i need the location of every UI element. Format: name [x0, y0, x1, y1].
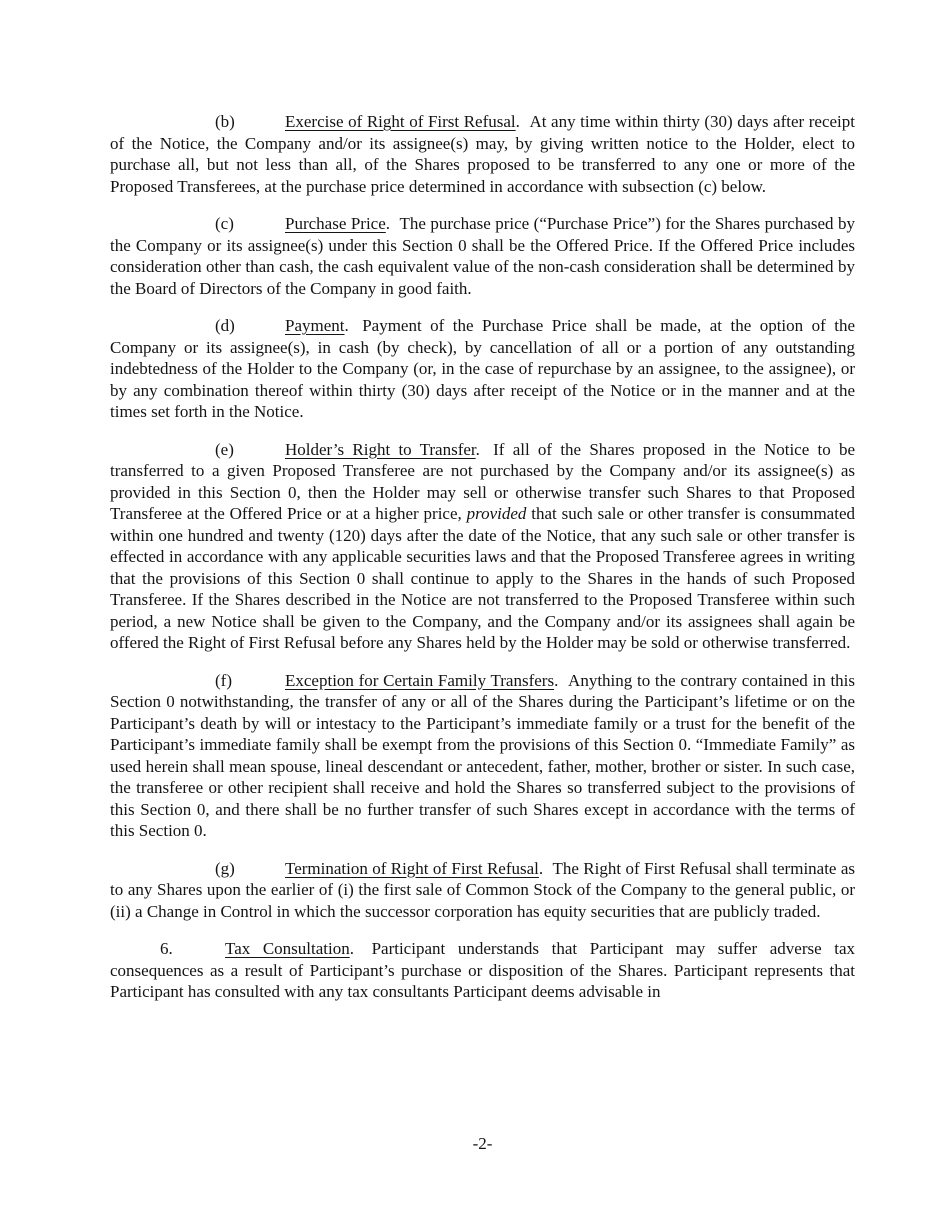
- heading-period: .: [554, 670, 564, 690]
- paragraph-label: (e): [215, 439, 234, 459]
- emphasized-text: provided: [466, 504, 527, 523]
- page-footer: [110, 1133, 855, 1155]
- heading-period: .: [385, 214, 395, 233]
- paragraph-label: (f): [215, 670, 232, 690]
- section-heading: Termination of Right of First Refusal: [285, 858, 539, 878]
- paragraph-text: If all of the Shares proposed in the Notice to be transferred to a given Proposed Transferee are not purchased by the Company and/or its assignee(s) as provided in this Section 0, then the Holder may sell or otherwise transfer such Shares to that Proposed Transferee at the Offered Price or at a higher price,: [110, 439, 856, 523]
- section-heading: Exception for Certain Family Transfers: [285, 670, 555, 690]
- paragraph-e: [110, 439, 855, 654]
- heading-period: .: [349, 939, 367, 958]
- paragraph-g: [110, 858, 855, 923]
- paragraph-text: Payment of the Purchase Price shall be made, at the option of the Company or its assignee(s), in cash (by check), by cancellation of all or a portion of any outstanding indebtedness of the Holder to the Company (or, in the case of repurchase by an assignee, to the assignee), or by any combination thereof within thirty (30) days after receipt of the Notice or in the manner and at the times set forth in the Notice.: [110, 316, 855, 421]
- paragraph-label: (g): [215, 858, 235, 878]
- section-heading: Purchase Price: [285, 214, 386, 233]
- paragraph-text: The purchase price (“Purchase Price”) for the Shares purchased by the Company or its assignee(s) under this Section 0 shall be the Offered Price. If the Offered Price includes consideration other than cash, the cash equivalent value of the non-cash consideration shall be determined by the Board of Directors of the Company in good faith.: [110, 214, 855, 298]
- paragraph-6: [110, 938, 855, 1003]
- heading-period: .: [475, 439, 489, 459]
- page-number: -2-: [472, 1134, 493, 1153]
- paragraph-label: 6.: [160, 939, 173, 958]
- paragraph-text: Anything to the contrary contained in this Section 0 notwithstanding, the transfer of any or all of the Shares during the Participant’s lifetime or on the Participant’s death by will or intestacy to the Participant’s immediate family or a trust for the benefit of the Participant’s immediate family shall be exempt from the provisions of this Section 0. “Immediate Family” as used herein shall mean spouse, lineal descendant or antecedent, father, mother, brother or sister. In such case, the transferee or other recipient shall receive and hold the Shares so transferred subject to the provisions of this Section 0, and there shall be no further transfer of such Shares except in accordance with the terms of this Section 0.: [110, 670, 856, 840]
- paragraph-text: At any time within thirty (30) days after receipt of the Notice, the Company and/or its assignee(s) may, by giving written notice to the Holder, elect to purchase all, but not less than all, of the Shares proposed to be transferred to any one or more of the Proposed Transferees, at the purchase price determined in accordance with subsection (c) below.: [110, 112, 855, 196]
- paragraph-text: Participant understands that Participant may suffer adverse tax consequences as a result of Participant’s purchase or disposition of the Shares. Participant represents that Participant has consulted with any tax consultants Participant deems advisable in: [110, 939, 855, 1001]
- paragraph-label: (c): [215, 214, 234, 233]
- paragraph-text: that such sale or other transfer is consummated within one hundred and twenty (120) days after the date of the Notice, that any such sale or other transfer is effected in accordance with any applicable securities laws and that the Proposed Transferee agrees in writing that the provisions of this Section 0 shall continue to apply to the Shares in the hands of such Proposed Transferee. If the Shares described in the Notice are not transferred to the Proposed Transferee within such period, a new Notice shall be given to the Company, and the Company and/or its assignees shall again be offered the Right of First Refusal before any Shares held by the Holder may be sold or otherwise transferred.: [110, 504, 855, 652]
- paragraph-f: [110, 670, 855, 842]
- heading-period: .: [538, 858, 548, 878]
- paragraph-c: [110, 213, 855, 299]
- paragraph-label: (b): [215, 112, 235, 131]
- paragraph-label: (d): [215, 316, 235, 335]
- document-body: [110, 111, 855, 1019]
- heading-period: .: [344, 316, 358, 335]
- section-heading: Exercise of Right of First Refusal: [285, 112, 516, 131]
- section-heading: Payment: [285, 316, 345, 335]
- paragraph-b: [110, 111, 855, 197]
- heading-period: .: [515, 112, 525, 131]
- section-heading: Tax Consultation: [225, 939, 350, 958]
- section-heading: Holder’s Right to Transfer: [285, 439, 476, 459]
- paragraph-d: [110, 315, 855, 423]
- paragraph-text: The Right of First Refusal shall terminate as to any Shares upon the earlier of (i) the first sale of Common Stock of the Company to the general public, or (ii) a Change in Control in which the successor corporation has equity securities that are publicly traded.: [110, 858, 856, 921]
